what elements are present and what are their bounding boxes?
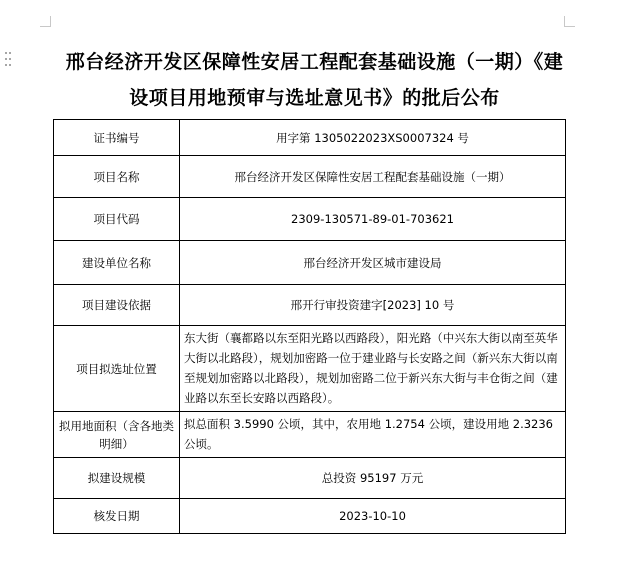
drag-handle-icon[interactable] bbox=[4, 50, 16, 66]
page-corner-mark-right bbox=[564, 16, 575, 27]
table-row-project-name bbox=[54, 156, 566, 198]
row-label: 项目名称 bbox=[54, 156, 180, 198]
table-row-construction-basis bbox=[54, 285, 566, 326]
row-label: 核发日期 bbox=[54, 499, 180, 534]
table-row-site-location bbox=[54, 326, 566, 412]
document-title-line-1: 邢台经济开发区保障性安居工程配套基础设施（一期）《建 bbox=[65, 51, 564, 73]
document-title bbox=[42, 44, 587, 116]
row-label: 项目拟选址位置 bbox=[54, 326, 180, 412]
row-label: 拟建设规模 bbox=[54, 458, 180, 499]
table-row-land-area bbox=[54, 412, 566, 458]
table-row-certificate-number bbox=[54, 120, 566, 156]
row-label: 建设单位名称 bbox=[54, 241, 180, 285]
row-value: 2309-130571-89-01-703621 bbox=[180, 198, 566, 241]
row-value: 邢开行审投资建字[2023] 10 号 bbox=[180, 285, 566, 326]
row-value: 用字第 1305022023XS0007324 号 bbox=[180, 120, 566, 156]
table-row-construction-scale bbox=[54, 458, 566, 499]
row-label: 证书编号 bbox=[54, 120, 180, 156]
row-value: 2023-10-10 bbox=[180, 499, 566, 534]
page-corner-mark-left bbox=[40, 16, 51, 27]
table-row-project-code bbox=[54, 198, 566, 241]
row-value: 东大街（襄都路以东至阳光路以西路段），阳光路（中兴东大街以南至英华大街以北路段），规划加密路一位于建业路与长安路之间（新兴东大街以南至规划加密路以北路段），规划加密路二位于新兴东大街与丰仓街之间（建业路以东至长安路以西路段）。 bbox=[180, 326, 566, 412]
row-value: 邢台经济开发区保障性安居工程配套基础设施（一期） bbox=[180, 156, 566, 198]
table-row-issue-date bbox=[54, 499, 566, 534]
document-title-line-2: 设项目用地预审与选址意见书》的批后公布 bbox=[129, 87, 500, 109]
approval-table bbox=[53, 119, 566, 534]
table-row-construction-unit bbox=[54, 241, 566, 285]
row-label: 拟用地面积（含各地类明细） bbox=[54, 412, 180, 458]
row-label: 项目代码 bbox=[54, 198, 180, 241]
row-value: 拟总面积 3.5990 公顷，其中，农用地 1.2754 公顷，建设用地 2.3236 公顷。 bbox=[180, 412, 566, 458]
row-value: 邢台经济开发区城市建设局 bbox=[180, 241, 566, 285]
row-label: 项目建设依据 bbox=[54, 285, 180, 326]
row-value: 总投资 95197 万元 bbox=[180, 458, 566, 499]
